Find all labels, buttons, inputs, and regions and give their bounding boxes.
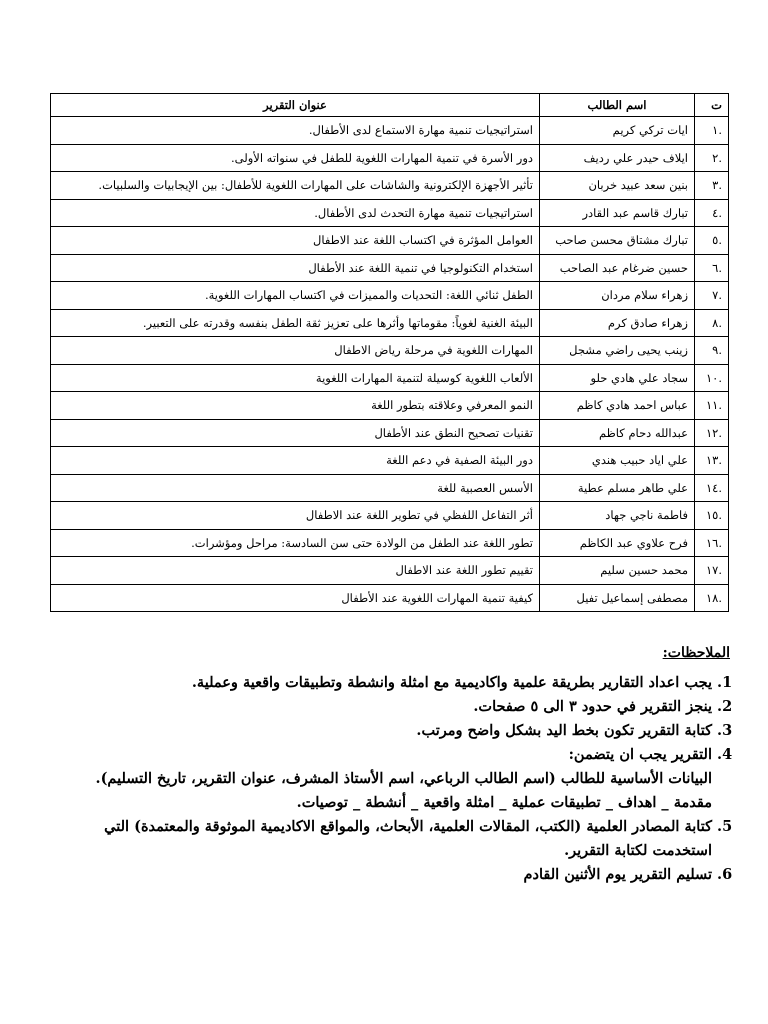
table-row xyxy=(51,117,729,145)
student-name: مصطفى إسماعيل تفيل xyxy=(540,584,695,612)
row-number: .١٤ xyxy=(695,474,729,502)
table-row xyxy=(51,337,729,365)
note-text: التقرير يجب ان يتضمن: xyxy=(568,746,712,763)
table-row xyxy=(51,584,729,612)
note-subline: مقدمة _ اهداف _ تطبيقات عملية _ امثلة واقعية _ أنشطة _ توصيات. xyxy=(296,794,712,811)
table-row xyxy=(51,447,729,475)
student-name: محمد حسين سليم xyxy=(540,557,695,585)
reports-table xyxy=(50,93,729,612)
table-row xyxy=(51,557,729,585)
report-title: البيئة الغنية لغوياً: مقوماتها وأثرها على تعزيز ثقة الطفل بنفسه وقدرته على التعبير. xyxy=(51,309,540,337)
student-name: ايلاف حيدر علي رديف xyxy=(540,144,695,172)
table-row xyxy=(51,364,729,392)
report-title: دور الأسرة في تنمية المهارات اللغوية للطفل في سنواته الأولى. xyxy=(51,144,540,172)
notes-list xyxy=(60,671,730,887)
row-number: .١ xyxy=(695,117,729,145)
note-text: كتابة المصادر العلمية (الكتب، المقالات العلمية، الأبحاث، والمواقع الاكاديمية الموثوقة والمعتمدة) التي استخدمت لكتابة التقرير. xyxy=(104,818,712,859)
table-row xyxy=(51,392,729,420)
student-name: فرح علاوي عبد الكاظم xyxy=(540,529,695,557)
report-title: دور البيئة الصفية في دعم اللغة xyxy=(51,447,540,475)
table-body xyxy=(51,117,729,612)
row-number: .١١ xyxy=(695,392,729,420)
row-number: .٨ xyxy=(695,309,729,337)
row-number: .١٠ xyxy=(695,364,729,392)
row-number: .١٦ xyxy=(695,529,729,557)
table-row xyxy=(51,474,729,502)
table-row xyxy=(51,309,729,337)
report-title: تقنيات تصحيح النطق عند الأطفال xyxy=(51,419,540,447)
report-title: تطور اللغة عند الطفل من الولادة حتى سن السادسة: مراحل ومؤشرات. xyxy=(51,529,540,557)
student-name: عبدالله دحام كاظم xyxy=(540,419,695,447)
table-row xyxy=(51,227,729,255)
table-row xyxy=(51,419,729,447)
notes-heading: الملاحظات: xyxy=(662,645,730,661)
report-title: الطفل ثنائي اللغة: التحديات والمميزات في اكتساب المهارات اللغوية. xyxy=(51,282,540,310)
row-number: .٣ xyxy=(695,172,729,200)
table-row xyxy=(51,254,729,282)
student-name: زهراء سلام مردان xyxy=(540,282,695,310)
row-number: .٩ xyxy=(695,337,729,365)
row-number: .٧ xyxy=(695,282,729,310)
student-name: بنين سعد عبيد خربان xyxy=(540,172,695,200)
report-title: استراتيجيات تنمية مهارة التحدث لدى الأطفال. xyxy=(51,199,540,227)
header-number: ت xyxy=(695,94,729,117)
report-title: استراتيجيات تنمية مهارة الاستماع لدى الأطفال. xyxy=(51,117,540,145)
table-row xyxy=(51,502,729,530)
note-subline: البيانات الأساسية للطالب (اسم الطالب الرباعي، اسم الأستاذ المشرف، عنوان التقرير، تاريخ التسليم). xyxy=(95,770,712,787)
student-name: زينب يحيى راضي مشجل xyxy=(540,337,695,365)
student-name: تبارك مشتاق محسن صاحب xyxy=(540,227,695,255)
note-item xyxy=(60,671,712,695)
note-item xyxy=(60,815,712,863)
report-title: تقييم تطور اللغة عند الاطفال xyxy=(51,557,540,585)
report-title: استخدام التكنولوجيا في تنمية اللغة عند الأطفال xyxy=(51,254,540,282)
header-report-title: عنوان التقرير xyxy=(51,94,540,117)
row-number: .٤ xyxy=(695,199,729,227)
note-text: يجب اعداد التقارير بطريقة علمية واكاديمية مع امثلة وانشطة وتطبيقات واقعية وعملية. xyxy=(191,674,712,691)
student-name: علي اياد حبيب هندي xyxy=(540,447,695,475)
row-number: .١٥ xyxy=(695,502,729,530)
table-row xyxy=(51,172,729,200)
row-number: .١٧ xyxy=(695,557,729,585)
report-title: تأثير الأجهزة الإلكترونية والشاشات على المهارات اللغوية للأطفال: بين الإيجابيات والسلبيات. xyxy=(51,172,540,200)
report-title: النمو المعرفي وعلاقته بتطور اللغة xyxy=(51,392,540,420)
report-title: الألعاب اللغوية كوسيلة لتنمية المهارات اللغوية xyxy=(51,364,540,392)
row-number: .١٣ xyxy=(695,447,729,475)
row-number: .٢ xyxy=(695,144,729,172)
student-name: علي طاهر مسلم عطية xyxy=(540,474,695,502)
report-title: أثر التفاعل اللفظي في تطوير اللغة عند الاطفال xyxy=(51,502,540,530)
student-name: فاطمة ناجي جهاد xyxy=(540,502,695,530)
report-title: العوامل المؤثرة في اكتساب اللغة عند الاطفال xyxy=(51,227,540,255)
student-name: زهراء صادق كرم xyxy=(540,309,695,337)
table-row xyxy=(51,529,729,557)
student-name: سجاد علي هادي حلو xyxy=(540,364,695,392)
table-row xyxy=(51,144,729,172)
header-student-name: اسم الطالب xyxy=(540,94,695,117)
note-text: ينجز التقرير في حدود ٣ الى ٥ صفحات. xyxy=(473,698,712,715)
notes-section xyxy=(60,641,730,887)
note-item xyxy=(60,719,712,743)
row-number: .٥ xyxy=(695,227,729,255)
table-row xyxy=(51,199,729,227)
note-item xyxy=(60,743,712,815)
student-name: ايات تركي كريم xyxy=(540,117,695,145)
note-item xyxy=(60,695,712,719)
student-name: حسين ضرغام عبد الصاحب xyxy=(540,254,695,282)
note-text: كتابة التقرير تكون بخط اليد بشكل واضح ومرتب. xyxy=(416,722,712,739)
report-title: المهارات اللغوية في مرحلة رياض الاطفال xyxy=(51,337,540,365)
table-header-row xyxy=(51,94,729,117)
report-title: كيفية تنمية المهارات اللغوية عند الأطفال xyxy=(51,584,540,612)
row-number: .٦ xyxy=(695,254,729,282)
row-number: .١٢ xyxy=(695,419,729,447)
student-name: عباس احمد هادي كاظم xyxy=(540,392,695,420)
student-name: تبارك قاسم عبد القادر xyxy=(540,199,695,227)
report-title: الأسس العصبية للغة xyxy=(51,474,540,502)
table-row xyxy=(51,282,729,310)
note-text: تسليم التقرير يوم الأثنين القادم xyxy=(523,866,712,883)
row-number: .١٨ xyxy=(695,584,729,612)
note-item xyxy=(60,863,712,887)
